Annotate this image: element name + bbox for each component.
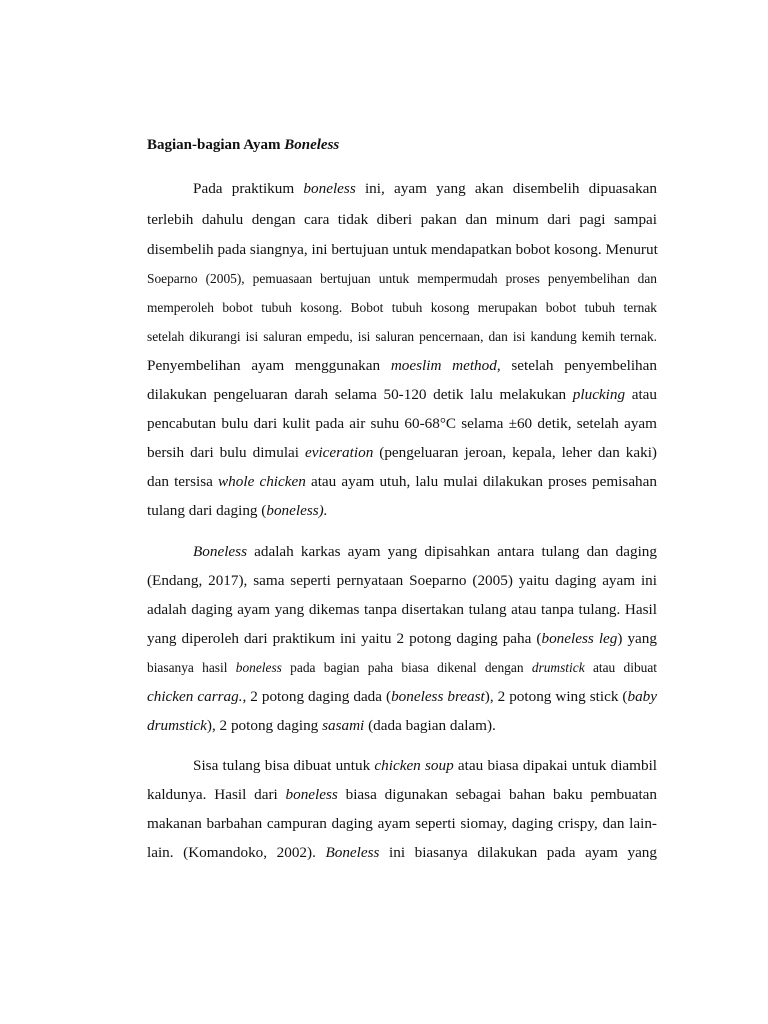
- text-run: atau dibuat: [584, 660, 658, 675]
- paragraph-3-line: [147, 757, 657, 775]
- text-run: adalah daging ayam yang dikemas tanpa disertakan tulang atau tanpa tulang. Hasil: [147, 601, 657, 618]
- italic-term: Boneless: [193, 543, 247, 560]
- paragraph-1-line: [147, 415, 657, 433]
- text-run: Penyembelihan ayam menggunakan: [147, 357, 391, 374]
- text-run: ini biasanya dilakukan pada ayam yang: [379, 844, 657, 861]
- paragraph-1-line: [147, 180, 657, 198]
- italic-term: boneless breast: [391, 688, 485, 705]
- text-run: Pada praktikum: [193, 180, 304, 197]
- text-run: tulang dari daging (: [147, 502, 267, 519]
- text-run: adalah karkas ayam yang dipisahkan antara tulang dan daging: [247, 543, 657, 560]
- text-run: dan tersisa: [147, 473, 219, 490]
- italic-term: boneless leg: [541, 630, 618, 647]
- paragraph-2-line: [147, 601, 657, 619]
- paragraph-1-line: [147, 386, 657, 404]
- italic-term: sasami: [322, 717, 365, 734]
- text-run: , 2 potong daging dada (: [242, 688, 392, 705]
- italic-term: chicken soup: [374, 757, 454, 774]
- paragraph-1-line: [147, 357, 657, 375]
- text-run: yang diperoleh dari praktikum ini yaitu 2 potong daging paha (: [147, 630, 542, 647]
- paragraph-2-line: [147, 543, 657, 561]
- italic-term: chicken carrag.: [147, 688, 243, 705]
- text-run: atau biasa dipakai untuk diambil: [453, 757, 658, 774]
- text-run: pada bagian paha biasa dikenal dengan: [281, 660, 532, 675]
- italic-term: Boneless: [325, 844, 380, 861]
- text-run: ) yang: [617, 630, 657, 647]
- text-run: kaldunya. Hasil dari: [147, 786, 286, 803]
- text-run: Soeparno (2005), pemuasaan bertujuan untuk mempermudah proses penyembelihan dan: [147, 271, 657, 286]
- italic-term: whole chicken: [218, 473, 306, 490]
- text-run: atau ayam utuh, lalu mulai dilakukan proses pemisahan: [305, 473, 657, 490]
- text-run: atau: [625, 386, 657, 403]
- paragraph-1-line: [147, 299, 657, 317]
- text-run: (Endang, 2017), sama seperti pernyataan Soeparno (2005) yaitu daging ayam ini: [147, 572, 657, 589]
- italic-term: moeslim method: [390, 357, 497, 374]
- text-run: ini, ayam yang akan disembelih dipuasakan: [355, 180, 657, 197]
- text-run: makanan barbahan campuran daging ayam seperti siomay, daging crispy, dan lain-: [147, 815, 657, 832]
- italic-term: baby: [627, 688, 657, 705]
- paragraph-2-line: [147, 717, 657, 735]
- paragraph-3-line: [147, 815, 657, 833]
- paragraph-1-line: [147, 502, 657, 520]
- italic-term: boneless: [303, 180, 356, 197]
- italic-term: boneless: [235, 660, 282, 675]
- text-run: ), 2 potong wing stick (: [484, 688, 628, 705]
- paragraph-1-line: [147, 270, 657, 288]
- paragraph-2-line: [147, 572, 657, 590]
- paragraph-2-line: [147, 688, 657, 706]
- paragraph-1-line: [147, 444, 657, 462]
- italic-term: eviceration: [304, 444, 374, 461]
- italic-term: drumstick: [147, 717, 207, 734]
- italic-term: drumstick: [531, 660, 585, 675]
- text-run: disembelih pada siangnya, ini bertujuan untuk mendapatkan bobot kosong. Menurut: [147, 241, 658, 258]
- text-run: bersih dari bulu dimulai: [147, 444, 305, 461]
- paragraph-2-line: [147, 630, 657, 648]
- paragraph-1-line: [147, 211, 657, 229]
- text-run: biasanya hasil: [147, 660, 236, 675]
- text-run: dilakukan pengeluaran darah selama 50-120 detik lalu melakukan: [147, 386, 573, 403]
- text-run: ), 2 potong daging: [206, 717, 323, 734]
- text-run: (pengeluaran jeroan, kepala, leher dan kaki): [373, 444, 657, 461]
- italic-term: boneless: [285, 786, 338, 803]
- section-heading: Bagian-bagian Ayam Boneless: [147, 137, 340, 153]
- italic-term: plucking: [572, 386, 626, 403]
- text-run: memperoleh bobot tubuh kosong. Bobot tubuh kosong merupakan bobot tubuh ternak: [147, 300, 657, 315]
- italic-term: boneless).: [266, 502, 328, 519]
- text-run: terlebih dahulu dengan cara tidak diberi pakan dan minum dari pagi sampai: [147, 211, 657, 228]
- text-run: (dada bagian dalam).: [364, 717, 496, 734]
- paragraph-1-line: [147, 328, 657, 346]
- text-run: biasa digunakan sebagai bahan baku pembuatan: [337, 786, 657, 803]
- text-run: lain. (Komandoko, 2002).: [147, 844, 326, 861]
- text-run: Sisa tulang bisa dibuat untuk: [193, 757, 375, 774]
- paragraph-3-line: [147, 786, 657, 804]
- paragraph-3-line: [147, 844, 657, 862]
- paragraph-1-line: [147, 473, 657, 491]
- paragraph-2-line: [147, 659, 657, 677]
- text-run: setelah dikurangi isi saluran empedu, isi saluran pencernaan, dan isi kandung kemih ternak.: [147, 329, 657, 344]
- paragraph-1-line: [147, 241, 657, 259]
- text-run: , setelah penyembelihan: [496, 357, 657, 374]
- text-run: pencabutan bulu dari kulit pada air suhu 60-68°C selama ±60 detik, setelah ayam: [147, 415, 657, 432]
